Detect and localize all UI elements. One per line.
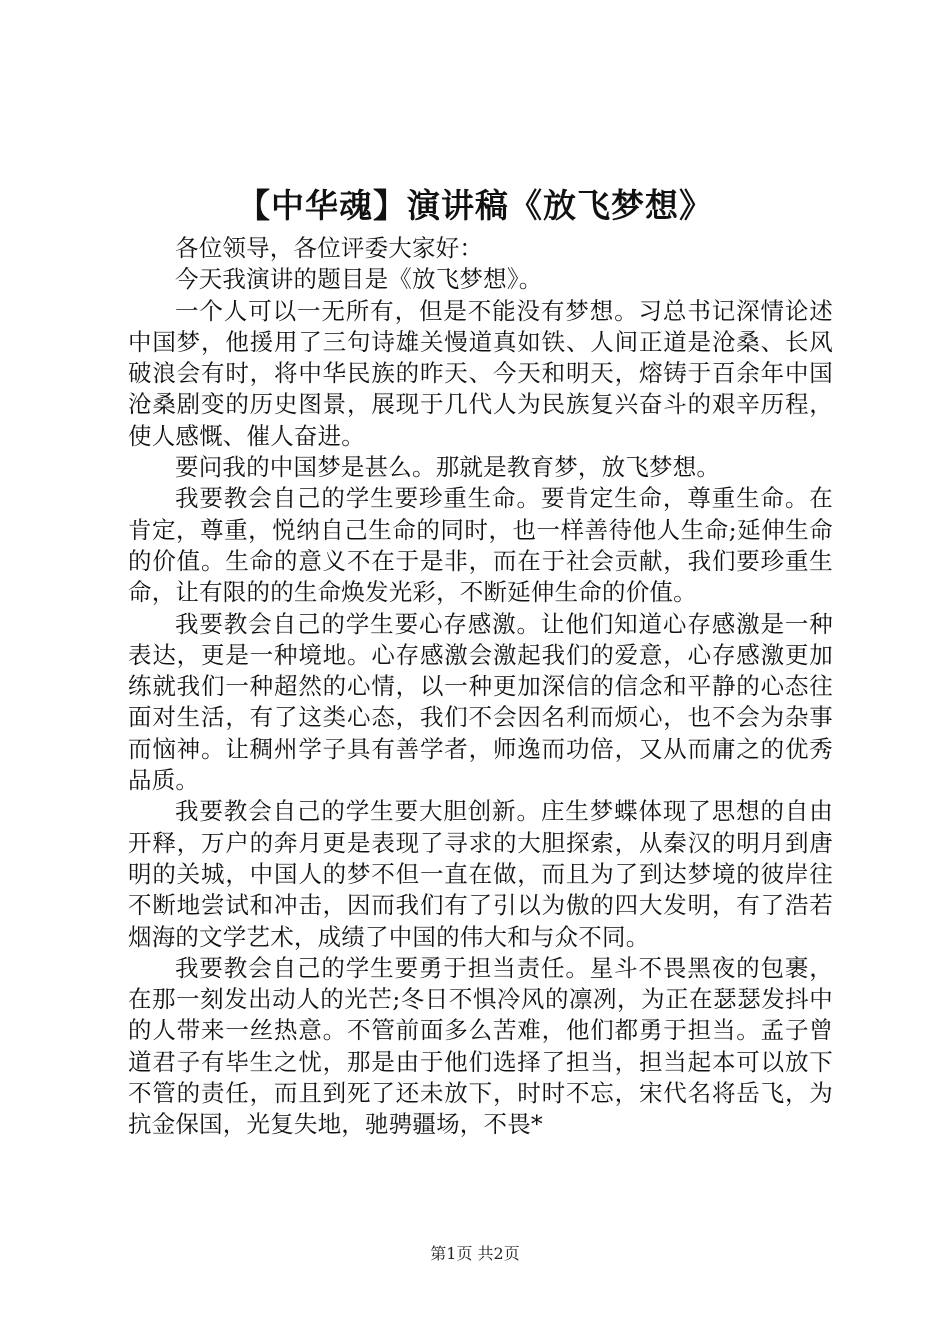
page-footer: 第1页 共2页	[430, 1244, 520, 1263]
paragraph-innovation: 我要教会自己的学生要大胆创新。庄生梦蝶体现了思想的自由开释，万户的奔月更是表现了寻求的大胆探索，从秦汉的明月到唐明的关城，中国人的梦不但一直在做，而且为了到达梦境的彼岸往不断地尝试和冲击，因而我们有了引以为傲的四大发明，有了浩若烟海的文学艺术，成绩了中国的伟大和与众不同。	[128, 797, 833, 951]
paragraph-dream-intro: 一个人可以一无所有，但是不能没有梦想。习总书记深情论述中国梦，他援用了三句诗雄关慢道真如铁、人间正道是沧桑、长风破浪会有时，将中华民族的昨天、今天和明天，熔铸于百余年中国沧桑剧变的历史图景，展现于几代人为民族复兴奋斗的艰辛历程，使人感慨、催人奋进。	[128, 296, 833, 450]
paragraph-topic: 今天我演讲的题目是《放飞梦想》。	[175, 265, 543, 294]
paragraph-gratitude: 我要教会自己的学生要心存感激。让他们知道心存感激是一种表达，更是一种境地。心存感激会激起我们的爱意，心存感激更加练就我们一种超然的心情，以一种更加深信的信念和平静的心态往面对生活，有了这类心态，我们不会因名利而烦心，也不会为杂事而恼神。让稠州学子具有善学者，师逸而功倍，又从而庸之的优秀品质。	[128, 609, 833, 795]
paragraph-greeting: 各位领导，各位评委大家好：	[175, 234, 484, 262]
paragraph-responsibility: 我要教会自己的学生要勇于担当责任。星斗不畏黑夜的包裹，在那一刻发出动人的光芒;冬日不惧冷风的凛冽，为正在瑟瑟发抖中的人带来一丝热意。不管前面多么苦难，他们都勇于担当。孟子曾道君子有毕生之忧，那是由于他们选择了担当，担当起本可以放下不管的责任，而且到死了还未放下，时时不忘，宋代名将岳飞，为抗金保国，光复失地，驰骋疆场，不畏*	[128, 953, 833, 1139]
paragraph-cherish-life: 我要教会自己的学生要珍重生命。要肯定生命，尊重生命。在肯定，尊重，悦纳自己生命的同时，也一样善待他人生命;延伸生命的价值。生命的意义不在于是非，而在于社会贡献，我们要珍重生命，让有限的的生命焕发光彩，不断延伸生命的价值。	[128, 484, 833, 607]
document-title: 【中华魂】演讲稿《放飞梦想》	[237, 186, 713, 225]
paragraph-education-dream: 要问我的中国梦是甚么。那就是教育梦，放飞梦想。	[175, 453, 721, 482]
document-body	[128, 233, 833, 1141]
